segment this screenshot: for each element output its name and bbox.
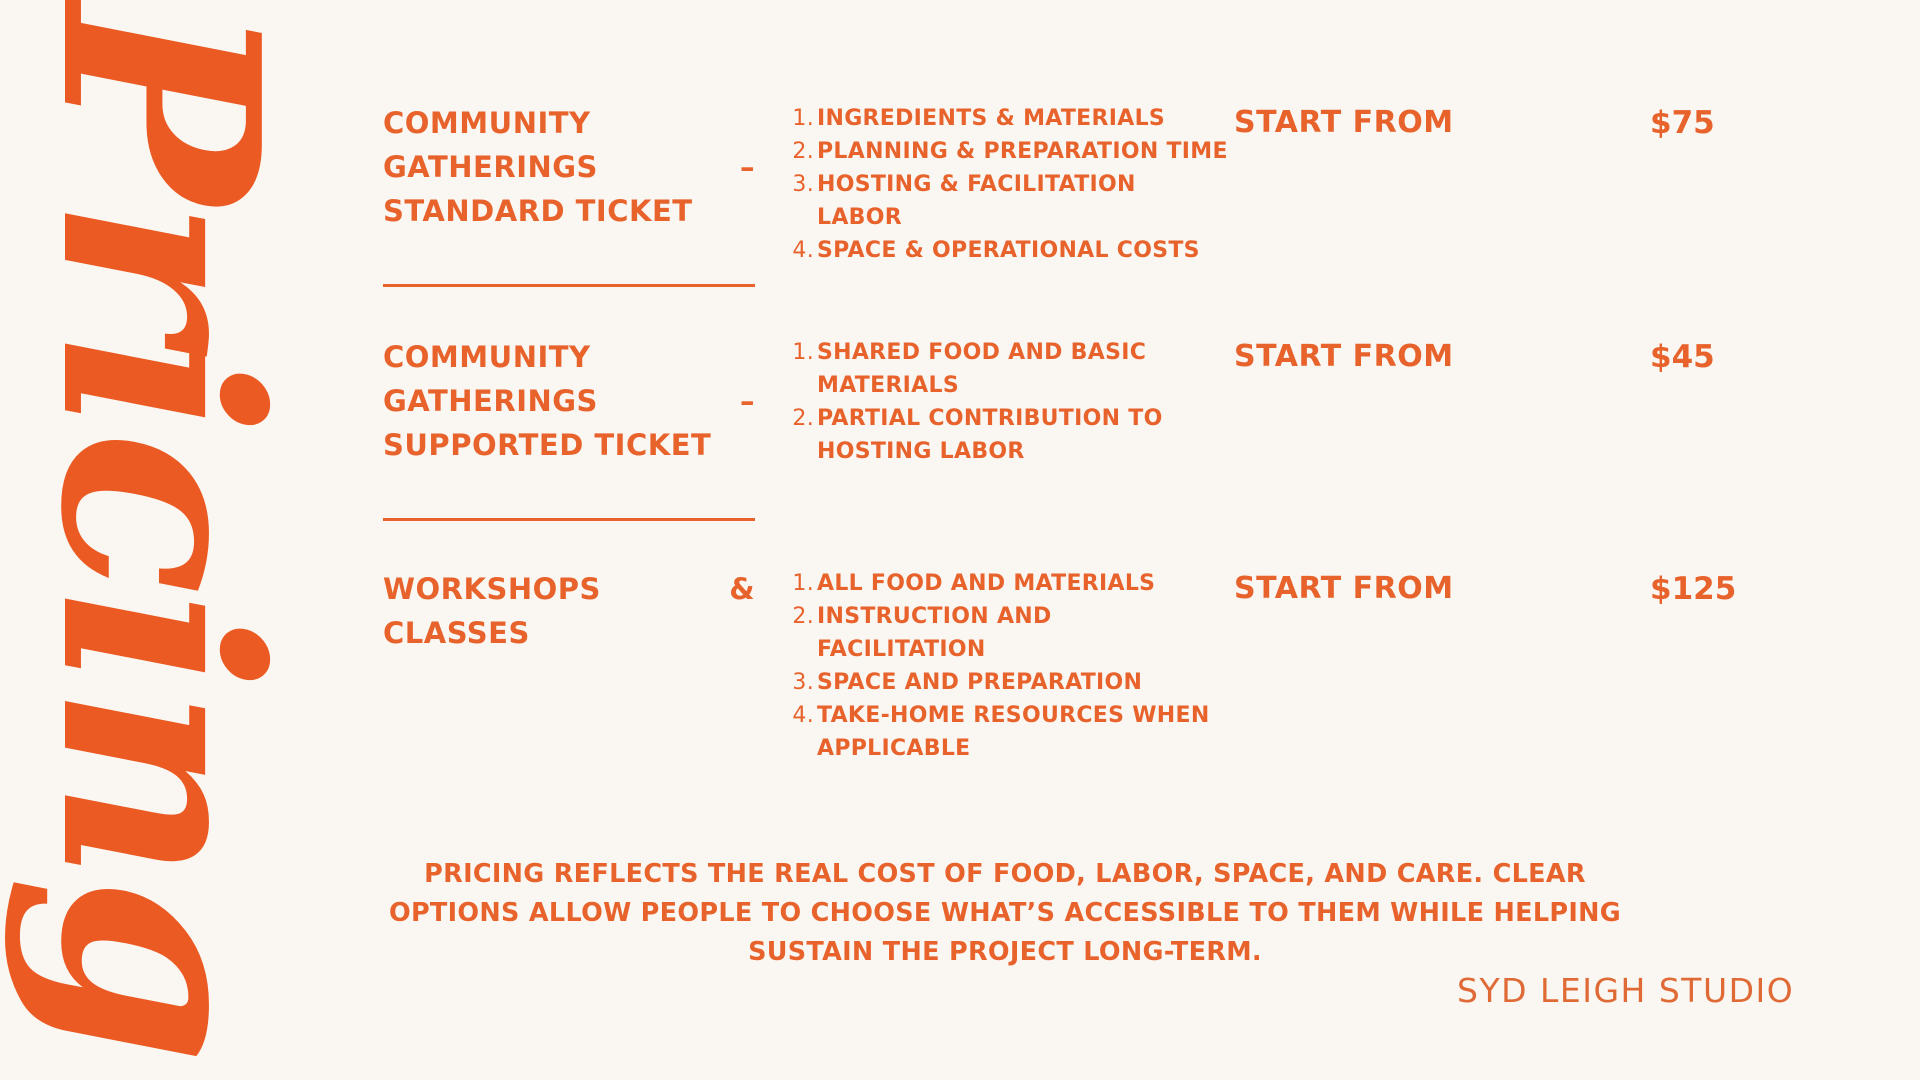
list-item	[788, 102, 1228, 135]
start-from-label: START FROM	[1234, 571, 1454, 606]
tier-price: $125	[1650, 571, 1737, 607]
tier-name: WORKSHOPS & CLASSES	[383, 572, 755, 650]
start-from-label: START FROM	[1234, 339, 1454, 374]
list-item	[788, 402, 1228, 468]
list-item	[788, 168, 1228, 234]
list-item	[788, 336, 1228, 402]
tier-items-list	[788, 567, 1228, 765]
item-number: 4.	[792, 703, 814, 728]
list-item	[788, 699, 1228, 765]
list-item	[788, 234, 1228, 267]
item-text: SHARED FOOD AND BASIC MATERIALS	[817, 340, 1147, 398]
pricing-note: PRICING REFLECTS THE REAL COST OF FOOD, LABOR, SPACE, AND CARE. CLEAR OPTIONS ALLOW PEOPLE TO CHOOSE WHAT’S ACCESSIBLE TO THEM WHILE HELPING SUSTAIN THE PROJECT LONG-TERM.	[388, 859, 1622, 967]
tier-items-list	[788, 102, 1228, 267]
item-number: 2.	[792, 604, 814, 629]
studio-name: SYD LEIGH STUDIO	[1457, 971, 1795, 1010]
item-text: INGREDIENTS & MATERIALS	[817, 106, 1166, 131]
tier-divider	[383, 518, 755, 521]
tier-price: $45	[1650, 339, 1715, 375]
item-number: 4.	[792, 238, 814, 263]
item-number: 1.	[792, 106, 814, 131]
page-title: Pricing	[1, 1, 319, 1059]
list-item	[788, 600, 1228, 666]
tier-name: COMMUNITY GATHERINGS – SUPPORTED TICKET	[383, 340, 755, 462]
item-number: 2.	[792, 139, 814, 164]
list-item	[788, 135, 1228, 168]
item-number: 3.	[792, 670, 814, 695]
item-text: PARTIAL CONTRIBUTION TO HOSTING LABOR	[817, 406, 1163, 464]
item-number: 3.	[792, 172, 814, 197]
item-number: 2.	[792, 406, 814, 431]
item-text: INSTRUCTION AND FACILITATION	[817, 604, 1052, 662]
tier-price: $75	[1650, 105, 1715, 141]
item-text: SPACE AND PREPARATION	[817, 670, 1143, 695]
item-text: PLANNING & PREPARATION TIME	[817, 139, 1228, 164]
item-text: TAKE-HOME RESOURCES WHEN APPLICABLE	[817, 703, 1210, 761]
item-number: 1.	[792, 340, 814, 365]
tier-name: COMMUNITY GATHERINGS – STANDARD TICKET	[383, 106, 755, 228]
item-number: 1.	[792, 571, 814, 596]
item-text: SPACE & OPERATIONAL COSTS	[817, 238, 1200, 263]
item-text: ALL FOOD AND MATERIALS	[817, 571, 1156, 596]
start-from-label: START FROM	[1234, 105, 1454, 140]
tier-divider	[383, 284, 755, 287]
item-text: HOSTING & FACILITATION LABOR	[817, 172, 1136, 230]
list-item	[788, 666, 1228, 699]
tier-items-list	[788, 336, 1228, 468]
list-item	[788, 567, 1228, 600]
